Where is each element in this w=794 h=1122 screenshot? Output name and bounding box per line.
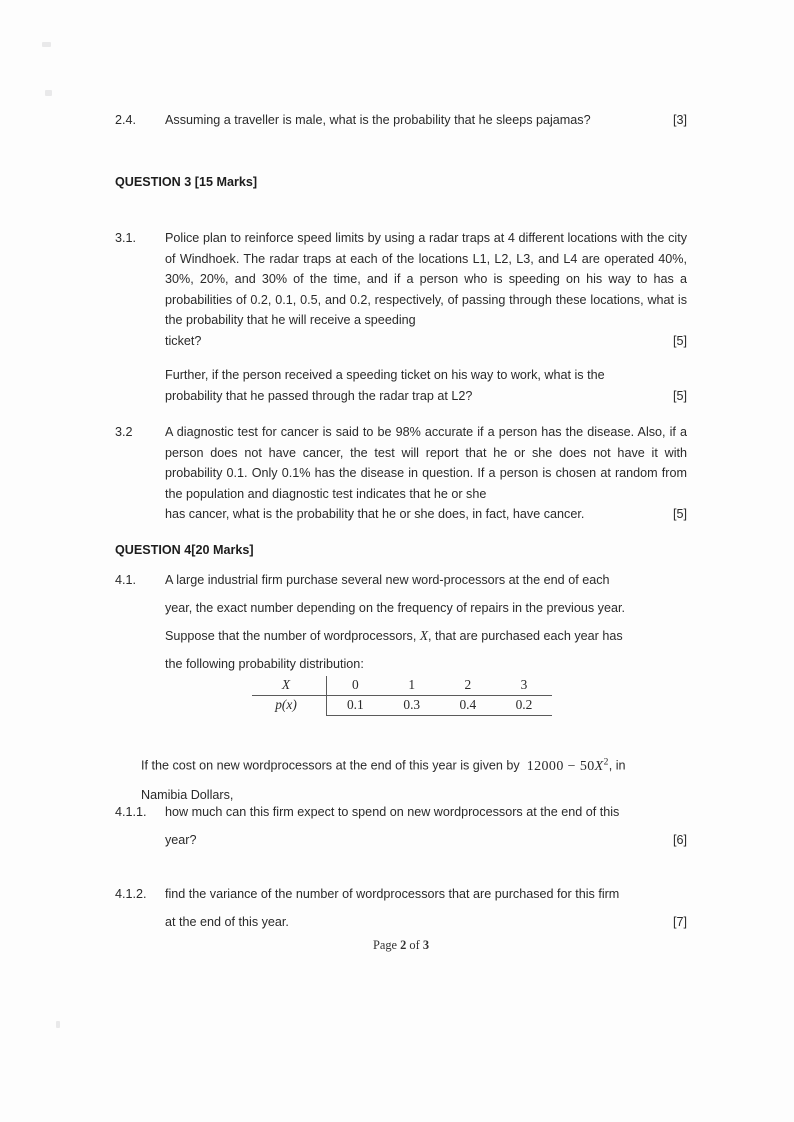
table-row-x xyxy=(252,676,552,696)
item-body-3-1-cont: Further, if the person received a speeding ticket on his way to work, what is the xyxy=(165,368,605,382)
question-item-3-2 xyxy=(115,422,687,525)
marks-3-1-cont: [5] xyxy=(672,388,687,403)
scan-artifact-bottom xyxy=(56,1021,60,1028)
random-variable-x: X xyxy=(419,628,429,643)
question-item-3-1 xyxy=(115,228,687,351)
item-text-3-1 xyxy=(165,228,687,351)
cost-line-1 xyxy=(141,748,687,781)
x-value-0: 0 xyxy=(327,676,384,696)
footer-current-page: 2 xyxy=(400,938,407,952)
item-text-2-4 xyxy=(165,110,687,131)
scan-artifact-upper xyxy=(45,90,52,96)
footer-middle: of xyxy=(406,938,423,952)
item-lastline-3-1-cont: probability that he passed through the radar trap at L2? xyxy=(165,388,473,403)
marks-4-1-2: [7] xyxy=(672,915,687,929)
cost-line-1-a: If the cost on new wordprocessors at the end of this year is given by xyxy=(141,758,520,773)
item-number-2-4: 2.4. xyxy=(115,113,137,127)
question-item-4-1-2 xyxy=(115,880,687,936)
item-number-4-1-1: 4.1.1. xyxy=(115,805,147,819)
row-label-px: p(x) xyxy=(252,696,327,716)
question-item-3-1-continued xyxy=(115,365,687,406)
cost-expr-exponent: 2 xyxy=(603,757,609,767)
item-body-3-2: A diagnostic test for cancer is said to be 98% accurate if a person has the disease. Also, if a person does not have cancer, the test will report that he or she does not have it with probability 0.1. Only 0.1% has the disease in question. If a person is chosen at random from the population and diagnostic test indicates that he or she xyxy=(165,425,687,501)
item-text-3-1-cont xyxy=(165,365,687,406)
cost-expr-prefix: 12000 − 50 xyxy=(526,758,595,774)
cost-line-2: Namibia Dollars, xyxy=(141,787,234,802)
item-number-3-2: 3.2 xyxy=(115,425,133,439)
question-3-heading: QUESTION 3 [15 Marks] xyxy=(115,175,258,189)
item-text-4-1-2 xyxy=(165,880,687,936)
p-value-3: 0.2 xyxy=(496,696,552,716)
item-line-4-1-3 xyxy=(165,622,687,650)
scan-artifact-top xyxy=(42,42,51,47)
cost-expression xyxy=(527,759,609,774)
line-4-1-3-a: Suppose that the number of wordprocessors, xyxy=(165,629,417,643)
footer-prefix: Page xyxy=(372,938,401,952)
item-number-4-1: 4.1. xyxy=(115,573,137,587)
item-body-3-1: Police plan to reinforce speed limits by using a radar traps at 4 different locations with the city of Windhoek. The radar traps at each of the locations L1, L2, L3, and L4 are operated 40%, 30%, 20%, and 30% of the time, and if a person who is speeding on his way to has a probabilities of 0.2, 0.1, 0.5, and 0.2, respectively, of passing through these locations, what is the probability that he will receive a speeding xyxy=(165,231,687,327)
item-lastline-4-1-1: year? xyxy=(165,833,197,847)
x-value-3: 3 xyxy=(496,676,552,696)
question-item-4-1 xyxy=(115,566,687,678)
p-value-0: 0.1 xyxy=(327,696,384,716)
cost-expr-variable: X xyxy=(594,758,604,774)
row-label-x: X xyxy=(252,676,327,696)
item-number-4-1-2: 4.1.2. xyxy=(115,887,147,901)
item-text-3-2 xyxy=(165,422,687,525)
marks-2-4: [3] xyxy=(672,113,687,127)
item-lastline-3-1: ticket? xyxy=(165,333,202,348)
question-4-heading: QUESTION 4[20 Marks] xyxy=(115,543,254,557)
p-value-1: 0.3 xyxy=(384,696,440,716)
p-value-2: 0.4 xyxy=(440,696,496,716)
item-body-4-1-2: find the variance of the number of wordprocessors that are purchased for this firm xyxy=(165,887,620,901)
item-body-4-1-1: how much can this firm expect to spend on new wordprocessors at the end of this xyxy=(165,805,620,819)
cost-line-1-b: , in xyxy=(608,758,626,773)
probability-distribution-table xyxy=(252,676,552,716)
item-line-4-1-4: the following probability distribution: xyxy=(165,657,364,671)
item-number-3-1: 3.1. xyxy=(115,231,137,245)
item-lastline-3-2: has cancer, what is the probability that he or she does, in fact, have cancer. xyxy=(165,507,585,521)
line-4-1-3-b: , that are purchased each year has xyxy=(428,629,623,643)
item-line-4-1-2: year, the exact number depending on the frequency of repairs in the previous year. xyxy=(165,601,625,615)
page-footer xyxy=(115,938,687,953)
marks-3-1: [5] xyxy=(672,333,687,348)
x-value-1: 1 xyxy=(384,676,440,696)
marks-3-2: [5] xyxy=(672,507,687,521)
table-row-px xyxy=(252,696,552,716)
item-lastline-4-1-2: at the end of this year. xyxy=(165,915,289,929)
question-item-2-4 xyxy=(115,110,687,131)
item-text-4-1 xyxy=(165,566,687,678)
marks-4-1-1: [6] xyxy=(672,833,687,847)
item-line-4-1-1: A large industrial firm purchase several new word-processors at the end of each xyxy=(165,573,610,587)
footer-total-pages: 3 xyxy=(422,938,430,952)
x-value-2: 2 xyxy=(440,676,496,696)
item-body-2-4: Assuming a traveller is male, what is the probability that he sleeps pajamas? xyxy=(165,113,591,127)
probability-distribution-table-wrapper xyxy=(252,676,552,716)
item-text-4-1-1 xyxy=(165,798,687,854)
question-item-4-1-1 xyxy=(115,798,687,854)
